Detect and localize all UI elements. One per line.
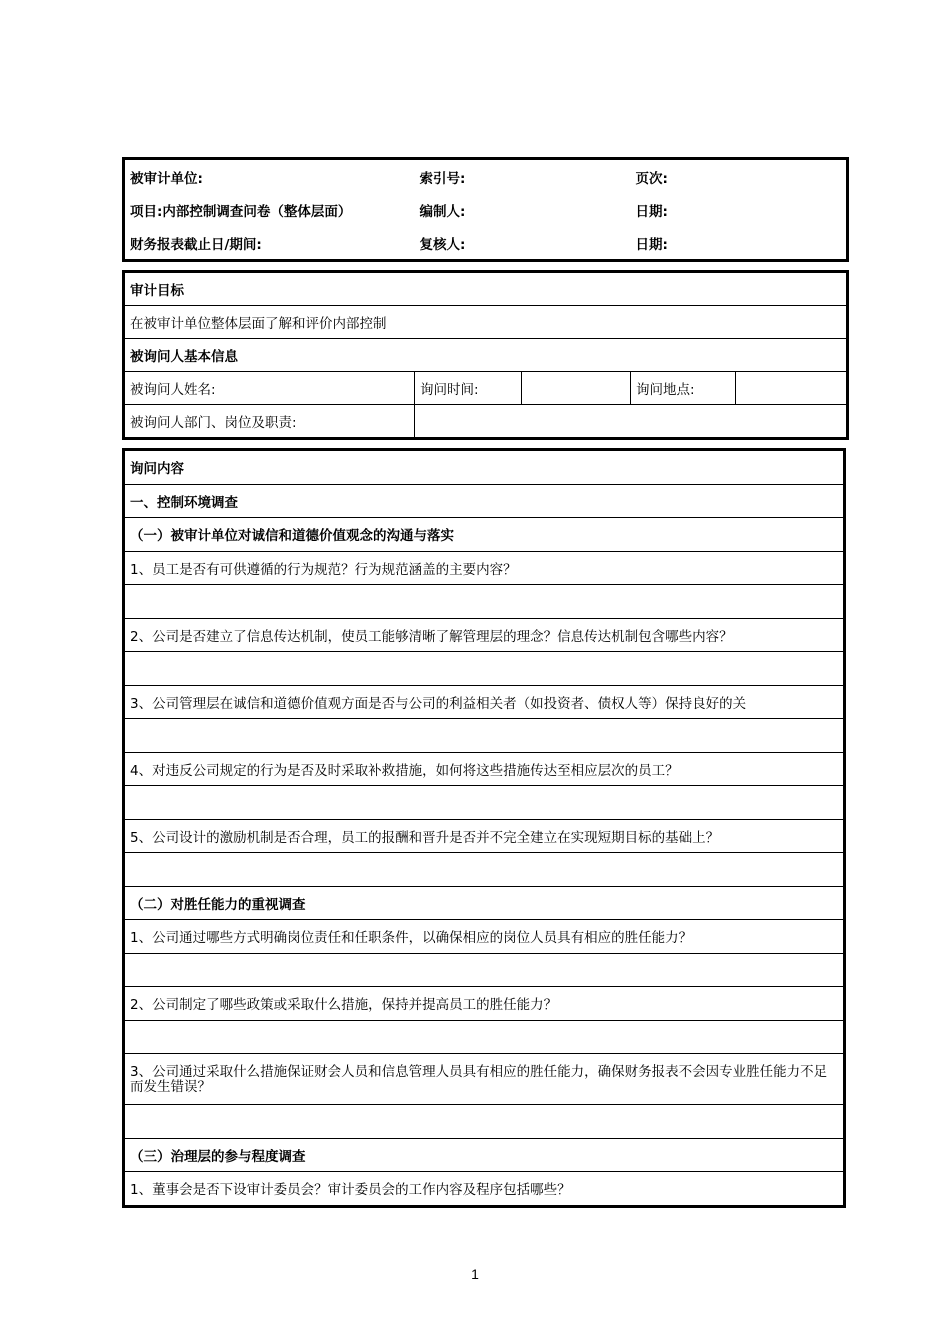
date-label-1: 日期: <box>635 203 668 220</box>
answer-cell[interactable] <box>124 853 845 887</box>
inquiry-table <box>122 448 846 1208</box>
answer-cell[interactable] <box>124 1020 845 1054</box>
index-no-label: 索引号: <box>419 170 466 187</box>
inquiry-title: 询问内容 <box>124 450 845 485</box>
objective-text: 在被审计单位整体层面了解和评价内部控制 <box>124 306 848 339</box>
question: 3、公司管理层在诚信和道德价值观方面是否与公司的利益相关者（如投资者、债权人等）保持良好的关 <box>124 685 845 719</box>
question: 2、公司是否建立了信息传达机制，使员工能够清晰了解管理层的理念？信息传达机制包含哪些内容？ <box>124 618 845 652</box>
preparer-label: 编制人: <box>419 203 466 220</box>
question: 4、对违反公司规定的行为是否及时采取补救措施，如何将这些措施传达至相应层次的员工？ <box>124 752 845 786</box>
answer-cell[interactable] <box>124 786 845 820</box>
question: 2、公司制定了哪些政策或采取什么措施，保持并提高员工的胜任能力？ <box>124 987 845 1021</box>
question: 5、公司设计的激励机制是否合理，员工的报酬和晋升是否并不完全建立在实现短期目标的基础上？ <box>124 819 845 853</box>
answer-cell[interactable] <box>124 1105 845 1139</box>
page-label: 页次: <box>635 170 668 187</box>
answer-cell[interactable] <box>124 585 845 619</box>
time-label: 询问时间: <box>415 372 522 405</box>
name-label: 被询问人姓名: <box>124 372 415 405</box>
objective-title: 审计目标 <box>124 272 848 306</box>
time-value-cell[interactable] <box>522 372 631 405</box>
section-title: 一、控制环境调查 <box>124 484 845 518</box>
dept-label: 被询问人部门、岗位及职责: <box>124 405 415 439</box>
dept-value-cell[interactable] <box>415 405 848 439</box>
question: 1、董事会是否下设审计委员会？审计委员会的工作内容及程序包括哪些？ <box>124 1172 845 1207</box>
header-table <box>122 157 849 262</box>
page-number: 1 <box>471 1266 479 1282</box>
answer-cell[interactable] <box>124 953 845 987</box>
interviewee-title: 被询问人基本信息 <box>124 339 848 372</box>
question: 1、员工是否有可供遵循的行为规范？行为规范涵盖的主要内容？ <box>124 551 845 585</box>
answer-cell[interactable] <box>124 652 845 686</box>
period-label: 财务报表截止日/期间: <box>130 236 262 253</box>
question: 1、公司通过哪些方式明确岗位责任和任职条件，以确保相应的岗位人员具有相应的胜任能力？ <box>124 920 845 954</box>
place-value-cell[interactable] <box>736 372 848 405</box>
reviewer-label: 复核人: <box>419 236 466 253</box>
answer-cell[interactable] <box>124 719 845 753</box>
place-label: 询问地点: <box>631 372 736 405</box>
date-label-2: 日期: <box>635 236 668 253</box>
info-table <box>122 270 849 440</box>
project-label: 项目:内部控制调查问卷（整体层面） <box>130 203 352 220</box>
audited-unit-label: 被审计单位: <box>130 170 203 187</box>
subsection-title: （二）对胜任能力的重视调查 <box>124 886 845 920</box>
subsection-title: （一）被审计单位对诚信和道德价值观念的沟通与落实 <box>124 518 845 552</box>
subsection-title: （三）治理层的参与程度调查 <box>124 1138 845 1172</box>
question: 3、公司通过采取什么措施保证财会人员和信息管理人员具有相应的胜任能力，确保财务报表不会因专业胜任能力不足而发生错误？ <box>124 1054 845 1105</box>
